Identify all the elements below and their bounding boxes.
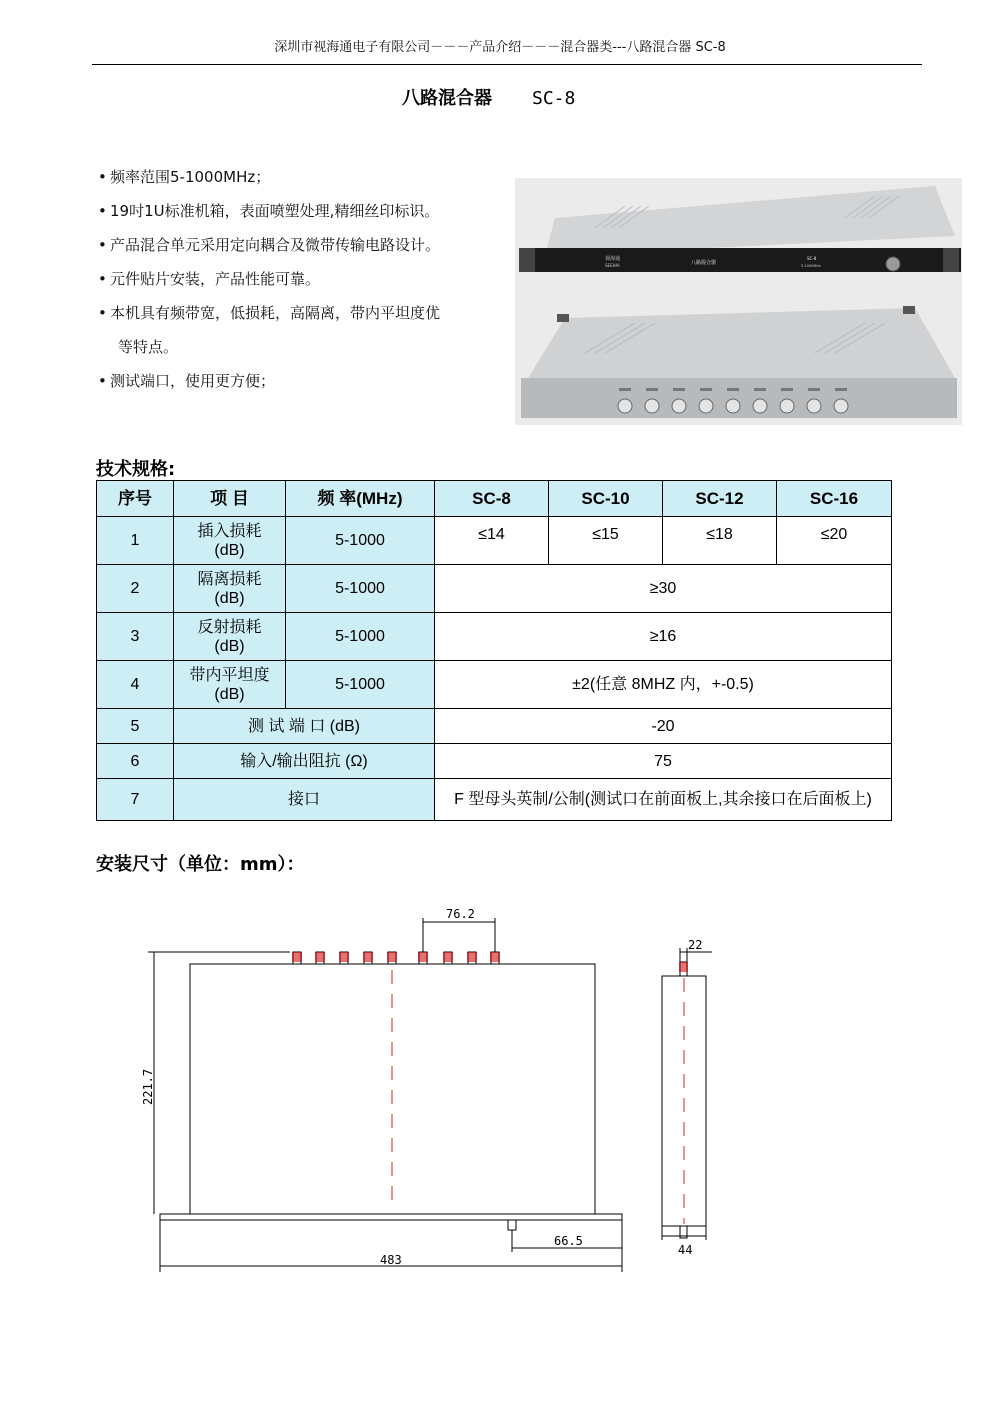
panel-brand-en: SEEHAI bbox=[605, 263, 620, 268]
dim-depth: 22 bbox=[688, 938, 703, 952]
panel-brand: 视海通 bbox=[605, 256, 621, 262]
page-header: 深圳市视海通电子有限公司－－－产品介绍－－－混合器类---八路混合器 SC-8 bbox=[274, 40, 726, 55]
header-sc16: SC-16 bbox=[777, 481, 892, 517]
feature-item: • 频率范围5-1000MHz； bbox=[98, 168, 271, 186]
feature-item: • 元件贴片安装，产品性能可靠。 bbox=[98, 270, 321, 288]
dim-height: 221.7 bbox=[141, 1068, 155, 1105]
table-row: 3 反射损耗 (dB) 5-1000 ≥16 bbox=[97, 613, 892, 661]
feature-list bbox=[98, 160, 508, 398]
table-row: 6 输入/输出阻抗 (Ω) 75 bbox=[97, 744, 892, 779]
dim-width: 483 bbox=[380, 1253, 402, 1267]
feature-item: • 19吋1U标准机箱，表面喷塑处理,精细丝印标识。 bbox=[98, 202, 440, 220]
table-row: 5 测 试 端 口 (dB) -20 bbox=[97, 709, 892, 744]
product-name: 八路混合器 bbox=[402, 88, 492, 109]
header-no: 序号 bbox=[97, 481, 174, 517]
dim-side: 44 bbox=[678, 1243, 693, 1257]
panel-name: 八路混合器 bbox=[691, 260, 717, 266]
panel-range: 5-1000MHz bbox=[801, 264, 821, 268]
spec-table bbox=[96, 480, 892, 821]
table-row: 4 带内平坦度 (dB) 5-1000 ±2(任意 8MHZ 内，+-0.5) bbox=[97, 661, 892, 709]
feature-item-continued: 等特点。 bbox=[118, 338, 179, 356]
install-title: 安装尺寸（单位：mm）： bbox=[96, 854, 305, 875]
product-title bbox=[402, 84, 575, 110]
table-header-row bbox=[97, 481, 892, 517]
header-sc8: SC-8 bbox=[435, 481, 549, 517]
product-model: SC-8 bbox=[532, 88, 576, 109]
feature-item: • 测试端口，使用更方便； bbox=[98, 372, 276, 390]
header-freq: 频 率(MHz) bbox=[286, 481, 435, 517]
dim-spacing: 76.2 bbox=[446, 907, 475, 921]
header-rule bbox=[92, 64, 922, 65]
product-photo bbox=[515, 178, 962, 425]
feature-item: • 产品混合单元采用定向耦合及微带传输电路设计。 bbox=[98, 236, 441, 254]
table-row: 7 接口 F 型母头英制/公制(测试口在前面板上,其余接口在后面板上) bbox=[97, 779, 892, 821]
dim-offset: 66.5 bbox=[554, 1234, 583, 1248]
header-item: 项 目 bbox=[174, 481, 286, 517]
header-sc10: SC-10 bbox=[549, 481, 663, 517]
dimension-drawing bbox=[140, 900, 740, 1280]
header-sc12: SC-12 bbox=[663, 481, 777, 517]
table-row: 2 隔离损耗 (dB) 5-1000 ≥30 bbox=[97, 565, 892, 613]
panel-model: SC-8 bbox=[807, 256, 817, 261]
spec-title: 技术规格: bbox=[96, 459, 176, 480]
table-row: 1 插入损耗 (dB) 5-1000 ≤14 ≤15 ≤18 ≤20 bbox=[97, 517, 892, 565]
feature-item: • 本机具有频带宽，低损耗，高隔离，带内平坦度优 bbox=[98, 304, 441, 322]
